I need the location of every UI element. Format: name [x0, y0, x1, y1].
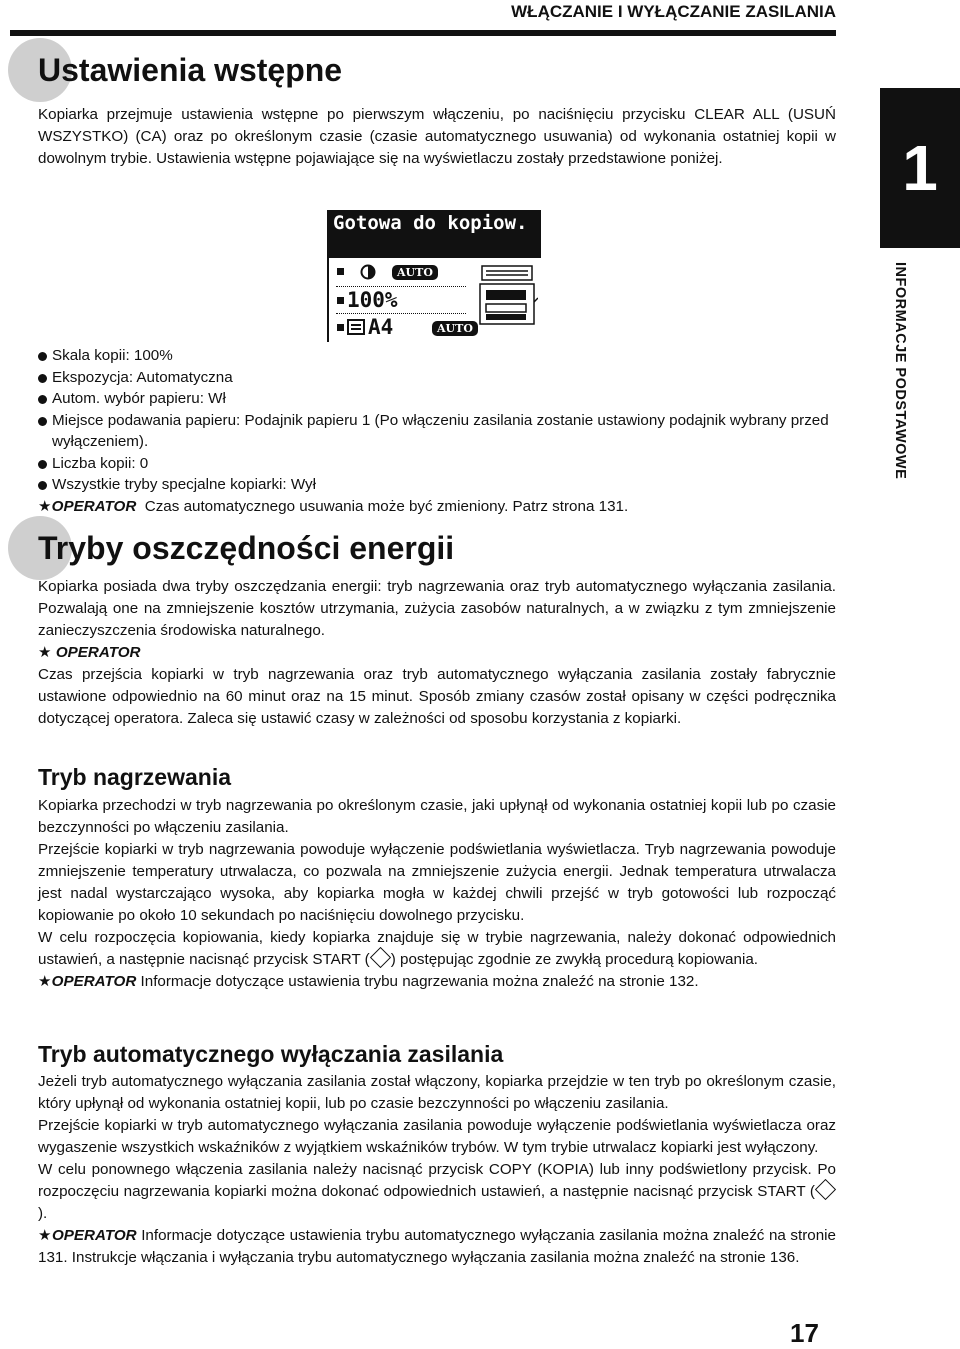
auto-power-off-body: Jeżeli tryb automatycznego wyłączania zasilania został włączony, kopiarka przejdzie w ten tryb po określonym czasie, który upłynął od wykonania ostatniej kopii, lub po czasie bezczynności po włączeniu zasilania. Przejście kopiarki w tryb automatycznego wyłączania zasilania powoduje wyłączenie podświetlania wyświetlacza oraz wygaszenie wszystkich wskaźników z wyjątkiem wskaźników trybów. W tym trybie utrwalacz kopiarki jest wyłączony. W celu ponownego włączenia zasilania należy nacisnąć przycisk COPY (KOPIA) lub inny podświetlony przycisk. Po rozpoczęciu nagrzewania kopiarki można dokonać odpowiednich ustawień, a następnie nacisnąć przycisk START (). ★OPERATOR Informacje dotyczące ustawienia trybu automatycznego wyłączania zasilania można znaleźć na stronie 131. Instrukcje włączania i wyłączania trybu automatycznego wyłączania zasilania można znaleźć na stronie 136. [38, 1071, 836, 1269]
energy-intro: Kopiarka posiada dwa tryby oszczędzania energii: tryb nagrzewania oraz tryb automatycznego wyłączania zasilania. Pozwalają one na zmniejszenie kosztów utrzymania, zużycia zasobów naturalnych, a w związku z tym zmniejszenie zanieczyszczenia środowiska naturalnego. ★ OPERATOR Czas przejścia kopiarki w tryb nagrzewania oraz tryb automatycznego wyłączania zasilania zostały fabrycznie ustawione odpowiednio na 60 minut oraz na 15 minut. Sposób zmiany czasów został opisany w części podręcznika dotyczącej operatora. Zaleca się ustawić czasy w zależności od sposobu korzystania z kopiarki. [38, 578, 836, 727]
bullet-icon [38, 374, 47, 383]
list-item: Wszystkie tryby specjalne kopiarki: Wył [38, 474, 836, 496]
start-key-icon [370, 947, 391, 968]
star-icon: ★ [38, 973, 52, 990]
page-number: 17 [790, 1318, 819, 1348]
bullet-icon [38, 460, 47, 469]
section-title-preheat: Tryb nagrzewania [38, 764, 232, 790]
start-key-icon [815, 1179, 836, 1200]
operator-note: ★OPERATOR Informacje dotyczące ustawienia trybu nagrzewania można znaleźć na stronie 132. [38, 973, 699, 990]
chapter-tab [880, 88, 960, 248]
operator-note: ★OPERATOR Informacje dotyczące ustawienia trybu automatycznego wyłączania zasilania można znaleźć na stronie 131. Instrukcje włączania i wyłączania trybu automatycznego wyłączania zasilania można znaleźć na stronie 136. [38, 1227, 836, 1266]
list-item: Ekspozycja: Automatyczna [38, 367, 836, 389]
list-item: Miejsce podawania papieru: Podajnik papieru 1 (Po włączeniu zasilania zostanie ustawiony podajnik wybrany przed wyłączeniem). [38, 410, 836, 453]
lcd-message: Gotowa do kopiow. [333, 212, 528, 234]
star-icon: ★ [38, 1227, 52, 1244]
lcd-ratio: 100% [347, 288, 398, 312]
list-item: Liczba kopii: 0 [38, 453, 836, 475]
section-title-presets: Ustawienia wstępne [38, 52, 343, 88]
paper-auto-badge: AUTO [432, 321, 478, 336]
header-rule [10, 30, 836, 36]
operator-note: ★OPERATOR Czas automatycznego usuwania może być zmieniony. Patrz strona 131. [38, 497, 629, 515]
bullet-icon [38, 417, 47, 426]
star-icon: ★ [38, 644, 52, 661]
lcd-indicator-square [337, 268, 344, 275]
paper-tray-icon [347, 318, 365, 336]
presets-list [38, 345, 836, 517]
copier-icon [476, 262, 538, 340]
lcd-dotted-separator [336, 286, 466, 287]
bullet-icon [38, 395, 47, 404]
operator-heading: ★ OPERATOR [38, 644, 141, 661]
section-title-energy: Tryby oszczędności energii [38, 530, 455, 566]
bullet-icon [38, 481, 47, 490]
chapter-label: INFORMACJE PODSTAWOWE [892, 262, 908, 480]
exposure-auto-badge: AUTO [392, 265, 438, 280]
lcd-paper-size: A4 [368, 315, 394, 339]
star-icon: ★ [38, 497, 52, 515]
preheat-body: Kopiarka przechodzi w tryb nagrzewania po określonym czasie, jaki upłynął od wykonania ostatniej kopii lub po czasie bezczynności po włączeniu zasilania. Przejście kopiarki w tryb nagrzewania powoduje wyłączenie podświetlania wyświetlacza. Tryb nagrzewania powoduje zmniejszenie temperatury utrwalacza, co pozwala na zmniejszenie zużycia energii. Jednak temperatura utrwalacza jest nadal wystarczająco wysoka, aby kopiarka mogła w każdej chwili przejść w tryb gotowości lub rozpocząć kopiowanie po około 10 sekundach po naciśnięciu dowolnego przycisku. W celu rozpoczęcia kopiowania, kiedy kopiarka znajduje się w trybie nagrzewania, należy dokonać odpowiednich ustawień, a następnie nacisnąć przycisk START ( ) postępując zgodnie ze zwykłą procedurą kopiowania. ★OPERATOR Informacje dotyczące ustawienia trybu nagrzewania można znaleźć na stronie 132. [38, 795, 836, 993]
list-item: Autom. wybór papieru: Wł [38, 388, 836, 410]
list-item: Skala kopii: 100% [38, 345, 836, 367]
running-header: WŁĄCZANIE I WYŁĄCZANIE ZASILANIA [511, 2, 836, 21]
bullet-icon [38, 352, 47, 361]
lcd-indicator-square [337, 324, 344, 331]
lcd-dotted-separator [336, 313, 466, 314]
lcd-indicator-square [337, 297, 344, 304]
chapter-number: 1 [902, 132, 938, 204]
exposure-icon [360, 264, 376, 280]
section-title-auto-power-off: Tryb automatycznego wyłączania zasilania [38, 1041, 504, 1067]
presets-intro: Kopiarka przejmuje ustawienia wstępne po pierwszym włączeniu, po naciśnięciu przycisku CLEAR ALL (USUŃ WSZYSTKO) (CA) oraz po określonym czasie (czasie automatycznego usuwania) od wykonania ostatniej kopii w dowolnym trybie. Ustawienia wstępne pojawiające się na wyświetlaczu zostały przedstawione poniżej. [38, 106, 836, 167]
